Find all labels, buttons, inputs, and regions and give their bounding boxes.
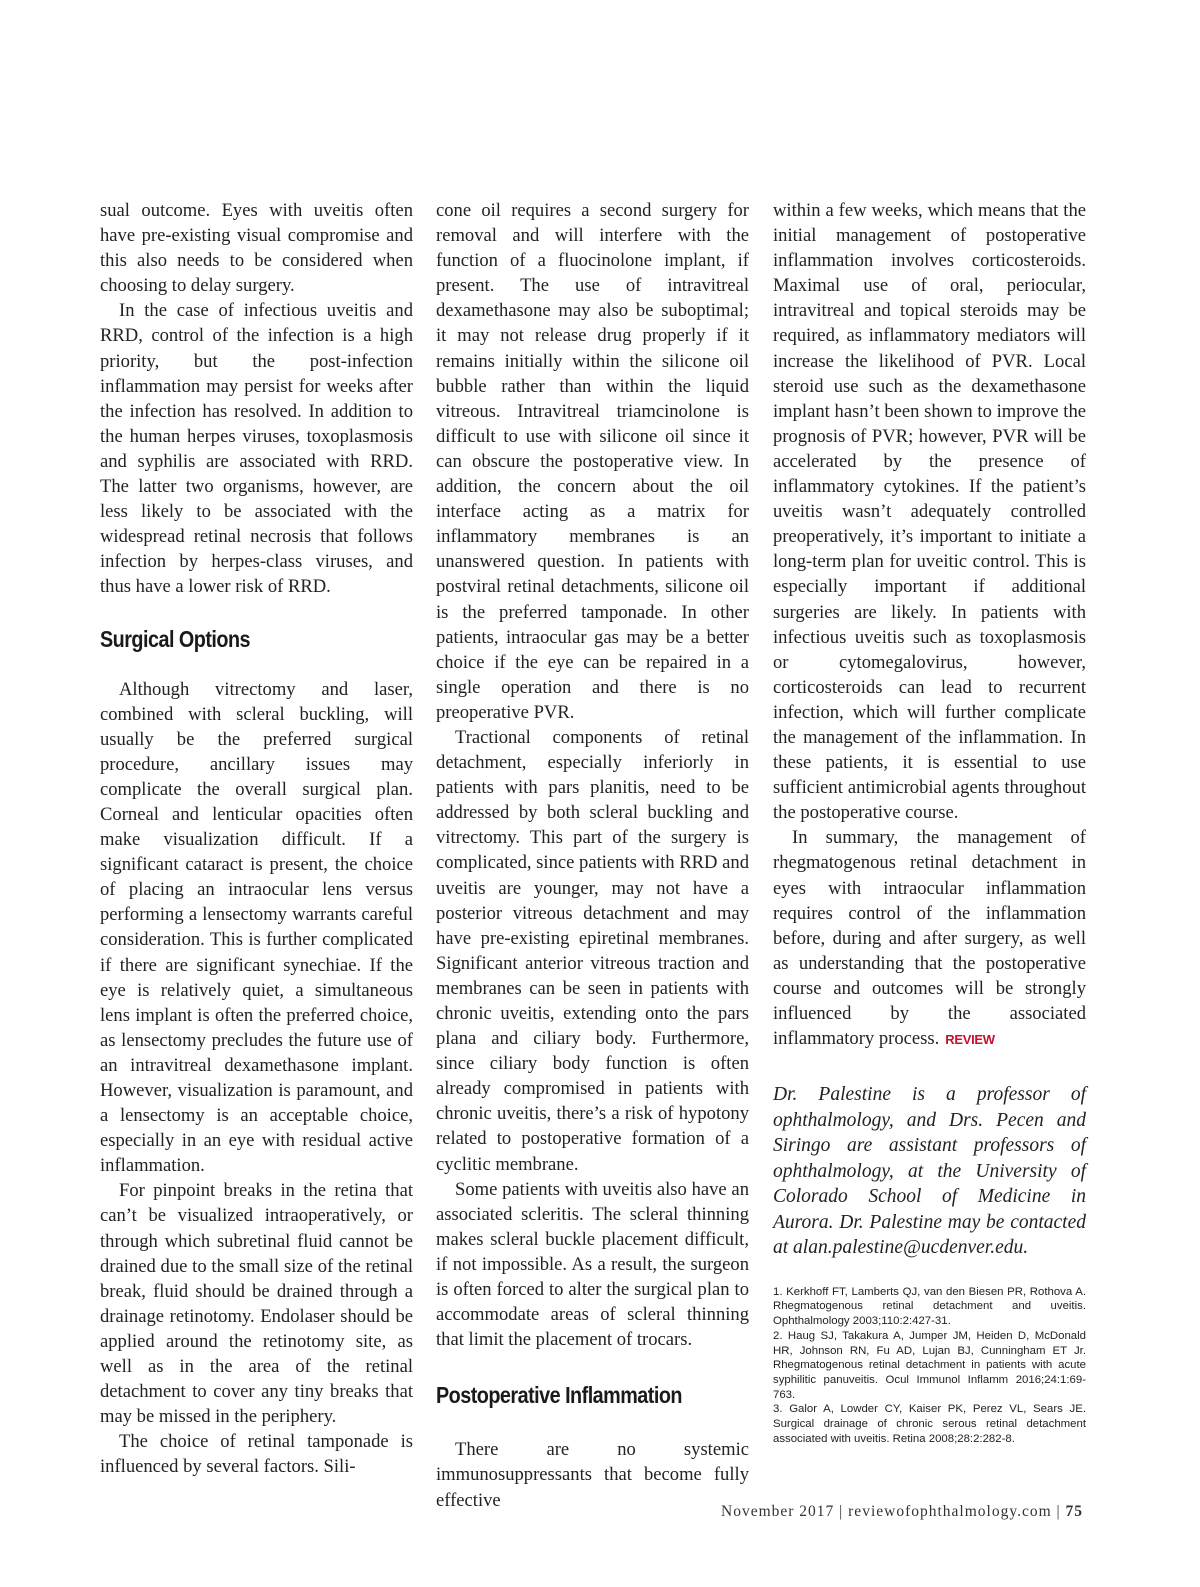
- paragraph: Tractional components of retinal detachment, especially inferiorly in patients with pars planitis, need to be addressed by both scleral buckling and vitrectomy. This part of the surgery is complicated, since patients with RRD and uveitis are younger, may not have a posterior vitreous detachment and may have pre-existing epiretinal membranes. Significant anterior vitreous traction and membranes can be seen in patients with chronic uveitis, extending onto the pars plana and ciliary body. Furthermore, since ciliary body function is often already compromised in patients with chronic uveitis, there’s a risk of hypotony related to postoperative formation of a cyclitic membrane.: [436, 726, 749, 1175]
- section-heading-postoperative-inflammation: Postoperative Inflammation: [436, 1382, 682, 1409]
- reference-item: 3. Galor A, Lowder CY, Kaiser PK, Perez VL, Sears JE. Surgical drainage of chronic serous retinal detachment associated with uveitis. Retina 2008;28:2:282-8.: [773, 1403, 1086, 1445]
- summary-text: In summary, the management of rhegmatogenous retinal detachment in eyes with intraocular inflammation requires control of the inflammation before, during and after surgery, as well as understanding that the postoperative course and outcomes will be strongly influenced by the associated inflammatory process.: [773, 827, 1086, 1050]
- references-list: [773, 1285, 1086, 1447]
- page-number: 75: [1065, 1503, 1083, 1520]
- footer-text: November 2017 | reviewofophthalmology.com |: [721, 1503, 1066, 1520]
- column-2: [436, 198, 749, 1513]
- column-1: [100, 198, 413, 1480]
- paragraph: within a few weeks, which means that the initial management of postoperative inflammation involves corticosteroids. Maximal use of oral, periocular, intravitreal and topical steroids may be required, as inflammatory mediators will increase the likelihood of PVR. Local steroid use such as the dexamethasone implant hasn’t been shown to improve the prognosis of PVR; however, PVR will be accelerated by the presence of inflammatory cytokines. If the patient’s uveitis wasn’t adequately controlled preoperatively, it’s important to initiate a long-term plan for uveitic control. This is especially important if additional surgeries are likely. In patients with infectious uveitis such as toxoplasmosis or cytomegalovirus, however, corticosteroids can lead to recurrent infection, which will further complicate the management of the inflammation. In these patients, it is essential to use sufficient antimicrobial agents throughout the postoperative course.: [773, 200, 1086, 824]
- paragraph: For pinpoint breaks in the retina that can’t be visualized intraoperatively, or through which subretinal fluid cannot be drained due to the small size of the retinal break, fluid should be drained through a drainage retinotomy. Endolaser should be applied around the retinotomy site, as well as in the area of the retinal detachment to cover any tiny breaks that may be missed in the periphery.: [100, 1180, 413, 1428]
- author-bio: Dr. Palestine is a professor of ophthalmology, and Drs. Pecen and Siringo are assistant professors of ophthalmology, at the University of Colorado School of Medicine in Aurora. Dr. Palestine may be contacted at alan.palestine@ucdenver.edu.: [773, 1084, 1086, 1259]
- review-end-tag: REVIEW: [945, 1032, 995, 1048]
- paragraph: cone oil requires a second surgery for removal and will interfere with the function of a fluocinolone implant, if present. The use of intravitreal dexamethasone may also be suboptimal; it may not release drug properly if it remains initially within the silicone oil bubble rather than within the liquid vitreous. Intravitreal triamcinolone is difficult to use with silicone oil since it can obscure the postoperative view. In addition, the concern about the oil interface acting as a matrix for inflammatory membranes is an unanswered question. In patients with postviral retinal detachments, silicone oil is the preferred tamponade. In other patients, intraocular gas may be a better choice if the eye can be repaired in a single operation and there is no preoperative PVR.: [436, 200, 749, 723]
- reference-item: 2. Haug SJ, Takakura A, Jumper JM, Heiden D, McDonald HR, Johnson RN, Fu AD, Lujan BJ, Cunningham ET Jr. Rhegmatogenous retinal detachment in patients with acute syphilitic panuveitis. Ocul Immunol Inflamm 2016;24:1:69-763.: [773, 1329, 1086, 1401]
- section-heading-surgical-options: Surgical Options: [100, 625, 251, 652]
- paragraph: Some patients with uveitis also have an associated scleritis. The scleral thinning makes scleral buckle placement difficult, if not impossible. As a result, the surgeon is often forced to alter the surgical plan to accommodate areas of scleral thinning that limit the placement of trocars.: [436, 1178, 749, 1351]
- page-footer: [721, 1503, 1083, 1521]
- reference-item: 1. Kerkhoff FT, Lamberts QJ, van den Biesen PR, Rothova A. Rhegmatogenous retinal detachment and uveitis. Ophthalmology 2003;110:2:427-31.: [773, 1285, 1086, 1328]
- paragraph: sual outcome. Eyes with uveitis often have pre-existing visual compromise and this also needs to be considered when choosing to delay surgery.: [100, 200, 413, 297]
- paragraph: In the case of infectious uveitis and RRD, control of the infection is a high priority, but the post-infection inflammation may persist for weeks after the infection has resolved. In addition to the human herpes viruses, toxoplasmosis and syphilis are associated with RRD. The latter two organisms, however, are less likely to be associated with the widespread retinal necrosis that follows infection by herpes-class viruses, and thus have a lower risk of RRD.: [100, 300, 413, 598]
- paragraph: Although vitrectomy and laser, combined with scleral buckling, will usually be the preferred surgical procedure, ancillary issues may complicate the overall surgical plan. Corneal and lenticular opacities often make visualization difficult. If a significant cataract is present, the choice of placing an intraocular lens versus performing a lensectomy warrants careful consideration. This is further complicated if there are significant synechiae. If the eye is relatively quiet, a simultaneous lens implant is often the preferred choice, as lensectomy precludes the future use of an intravitreal dexamethasone implant. However, visualization is paramount, and a lensectomy is an acceptable choice, especially in an eye with residual active inflammation.: [100, 678, 413, 1177]
- column-3: [773, 198, 1086, 1446]
- paragraph: The choice of retinal tamponade is influenced by several factors. Sili-: [100, 1431, 413, 1478]
- paragraph: There are no systemic immunosuppressants that become fully effective: [436, 1439, 749, 1511]
- paragraph-summary: [773, 825, 1086, 1052]
